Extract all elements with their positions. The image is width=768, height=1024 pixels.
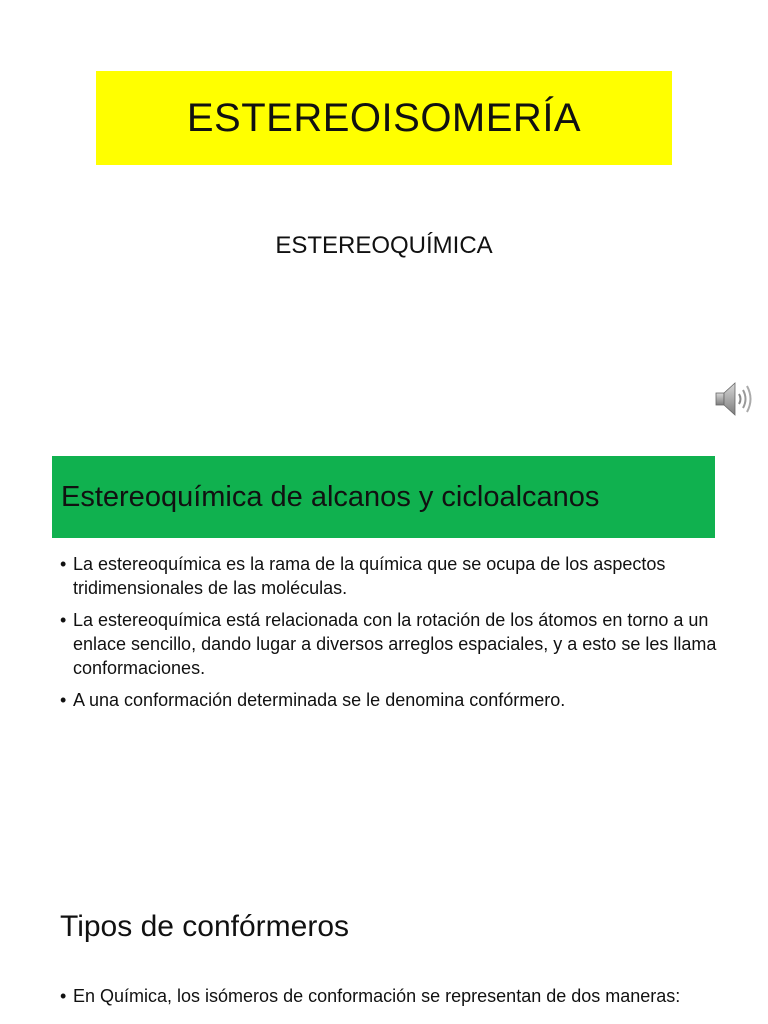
list-item [60, 984, 728, 1008]
bullet-marker: • [60, 986, 67, 1006]
title-banner [96, 71, 672, 165]
section-header-title: Estereoquímica de alcanos y cicloalcanos [61, 480, 600, 513]
list-item [60, 688, 728, 712]
bullet-list [60, 984, 728, 1016]
bullet-text: En Química, los isómeros de conformación se representan de dos maneras: [73, 986, 681, 1006]
slide-title: ESTEREOISOMERÍA [186, 95, 582, 140]
slide-subtitle: ESTEREOQUÍMICA [275, 232, 493, 259]
bullet-text: La estereoquímica está relacionada con la rotación de los átomos en torno a un enlace sencillo, dando lugar a diversos arreglos espaciales, y a esto se les llama conformaciones. [73, 610, 717, 678]
list-item [60, 552, 728, 600]
speaker-icon[interactable] [714, 380, 756, 418]
section-title: Tipos de confórmeros [60, 910, 350, 943]
bullet-text: La estereoquímica es la rama de la química que se ocupa de los aspectos tridimensionales de las moléculas. [73, 554, 666, 598]
section-header-banner [52, 456, 715, 538]
bullet-list [60, 552, 728, 720]
bullet-marker: • [60, 690, 67, 710]
list-item [60, 608, 728, 680]
bullet-text: A una conformación determinada se le denomina confórmero. [73, 690, 566, 710]
bullet-marker: • [60, 610, 67, 630]
bullet-marker: • [60, 554, 67, 574]
